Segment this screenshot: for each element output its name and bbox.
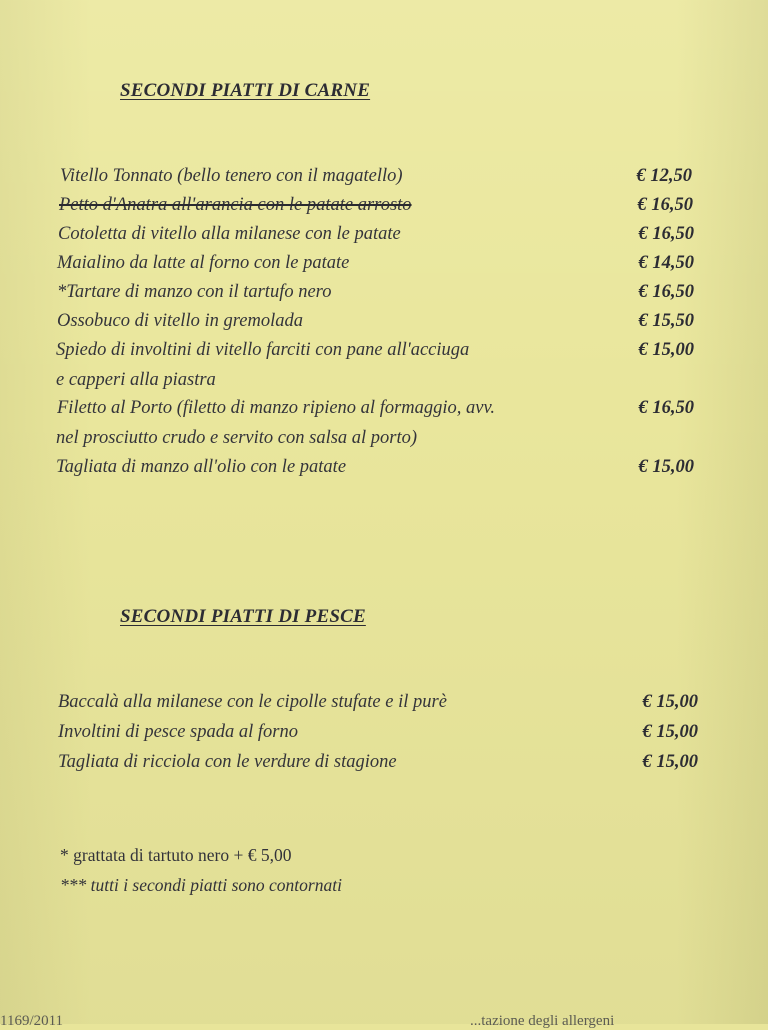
dish-name: Involtini di pesce spada al forno xyxy=(58,722,298,742)
menu-item xyxy=(57,311,694,339)
dish-price: € 16,50 xyxy=(638,282,694,302)
dish-name: e capperi alla piastra xyxy=(56,370,216,390)
dish-price: € 14,50 xyxy=(638,253,694,273)
dish-name: nel prosciutto crudo e servito con salsa al porto) xyxy=(56,428,418,448)
dish-name: Ossobuco di vitello in gremolada xyxy=(57,311,303,331)
menu-item-struck xyxy=(59,195,693,223)
dish-price: € 15,00 xyxy=(638,457,694,477)
menu-item-continuation xyxy=(56,428,694,456)
dish-price: € 15,00 xyxy=(642,752,698,772)
dish-name: Baccalà alla milanese con le cipolle stufate e il purè xyxy=(58,692,447,712)
menu-item xyxy=(60,166,692,194)
dish-price: € 15,00 xyxy=(638,340,694,360)
note-sides-included: *** tutti i secondi piatti sono contornati xyxy=(60,875,342,895)
dish-name: Petto d'Anatra all'arancia con le patate arrosto xyxy=(59,195,412,215)
dish-price: € 16,50 xyxy=(638,398,694,418)
dish-price: € 15,00 xyxy=(642,722,698,742)
section-title-meat: SECONDI PIATTI DI CARNE xyxy=(120,80,371,101)
menu-item-continuation xyxy=(56,370,694,398)
menu-item xyxy=(58,752,698,780)
dish-price: € 15,00 xyxy=(642,692,698,712)
menu-item xyxy=(57,282,694,310)
dish-name: Tagliata di ricciola con le verdure di stagione xyxy=(58,752,397,772)
section-title-fish: SECONDI PIATTI DI PESCE xyxy=(120,606,366,627)
menu-item xyxy=(56,340,694,368)
dish-name: Vitello Tonnato (bello tenero con il magatello) xyxy=(60,166,403,186)
dish-name: *Tartare di manzo con il tartufo nero xyxy=(57,282,332,302)
dish-price: € 12,50 xyxy=(636,166,692,186)
footer-left-text: 1169/2011 xyxy=(0,1013,64,1029)
menu-item xyxy=(58,224,694,252)
footer-right-text: ...tazione degli allergeni xyxy=(470,1013,615,1029)
dish-name: Maialino da latte al forno con le patate xyxy=(57,253,350,273)
dish-name: Filetto al Porto (filetto di manzo ripieno al formaggio, avv. xyxy=(57,398,495,418)
menu-item xyxy=(57,398,694,426)
menu-item xyxy=(56,457,694,485)
dish-price: € 15,50 xyxy=(638,311,694,331)
dish-price: € 16,50 xyxy=(638,224,694,244)
dish-name: Tagliata di manzo all'olio con le patate xyxy=(56,457,347,477)
menu-item xyxy=(58,692,698,720)
dish-name: Cotoletta di vitello alla milanese con le patate xyxy=(58,224,401,244)
note-truffle-supplement: * grattata di tartuto nero + € 5,00 xyxy=(60,845,292,865)
dish-price: € 16,50 xyxy=(637,195,693,215)
dish-name: Spiedo di involtini di vitello farciti con pane all'acciuga xyxy=(56,340,470,360)
menu-item xyxy=(57,253,694,281)
menu-item xyxy=(58,722,698,750)
